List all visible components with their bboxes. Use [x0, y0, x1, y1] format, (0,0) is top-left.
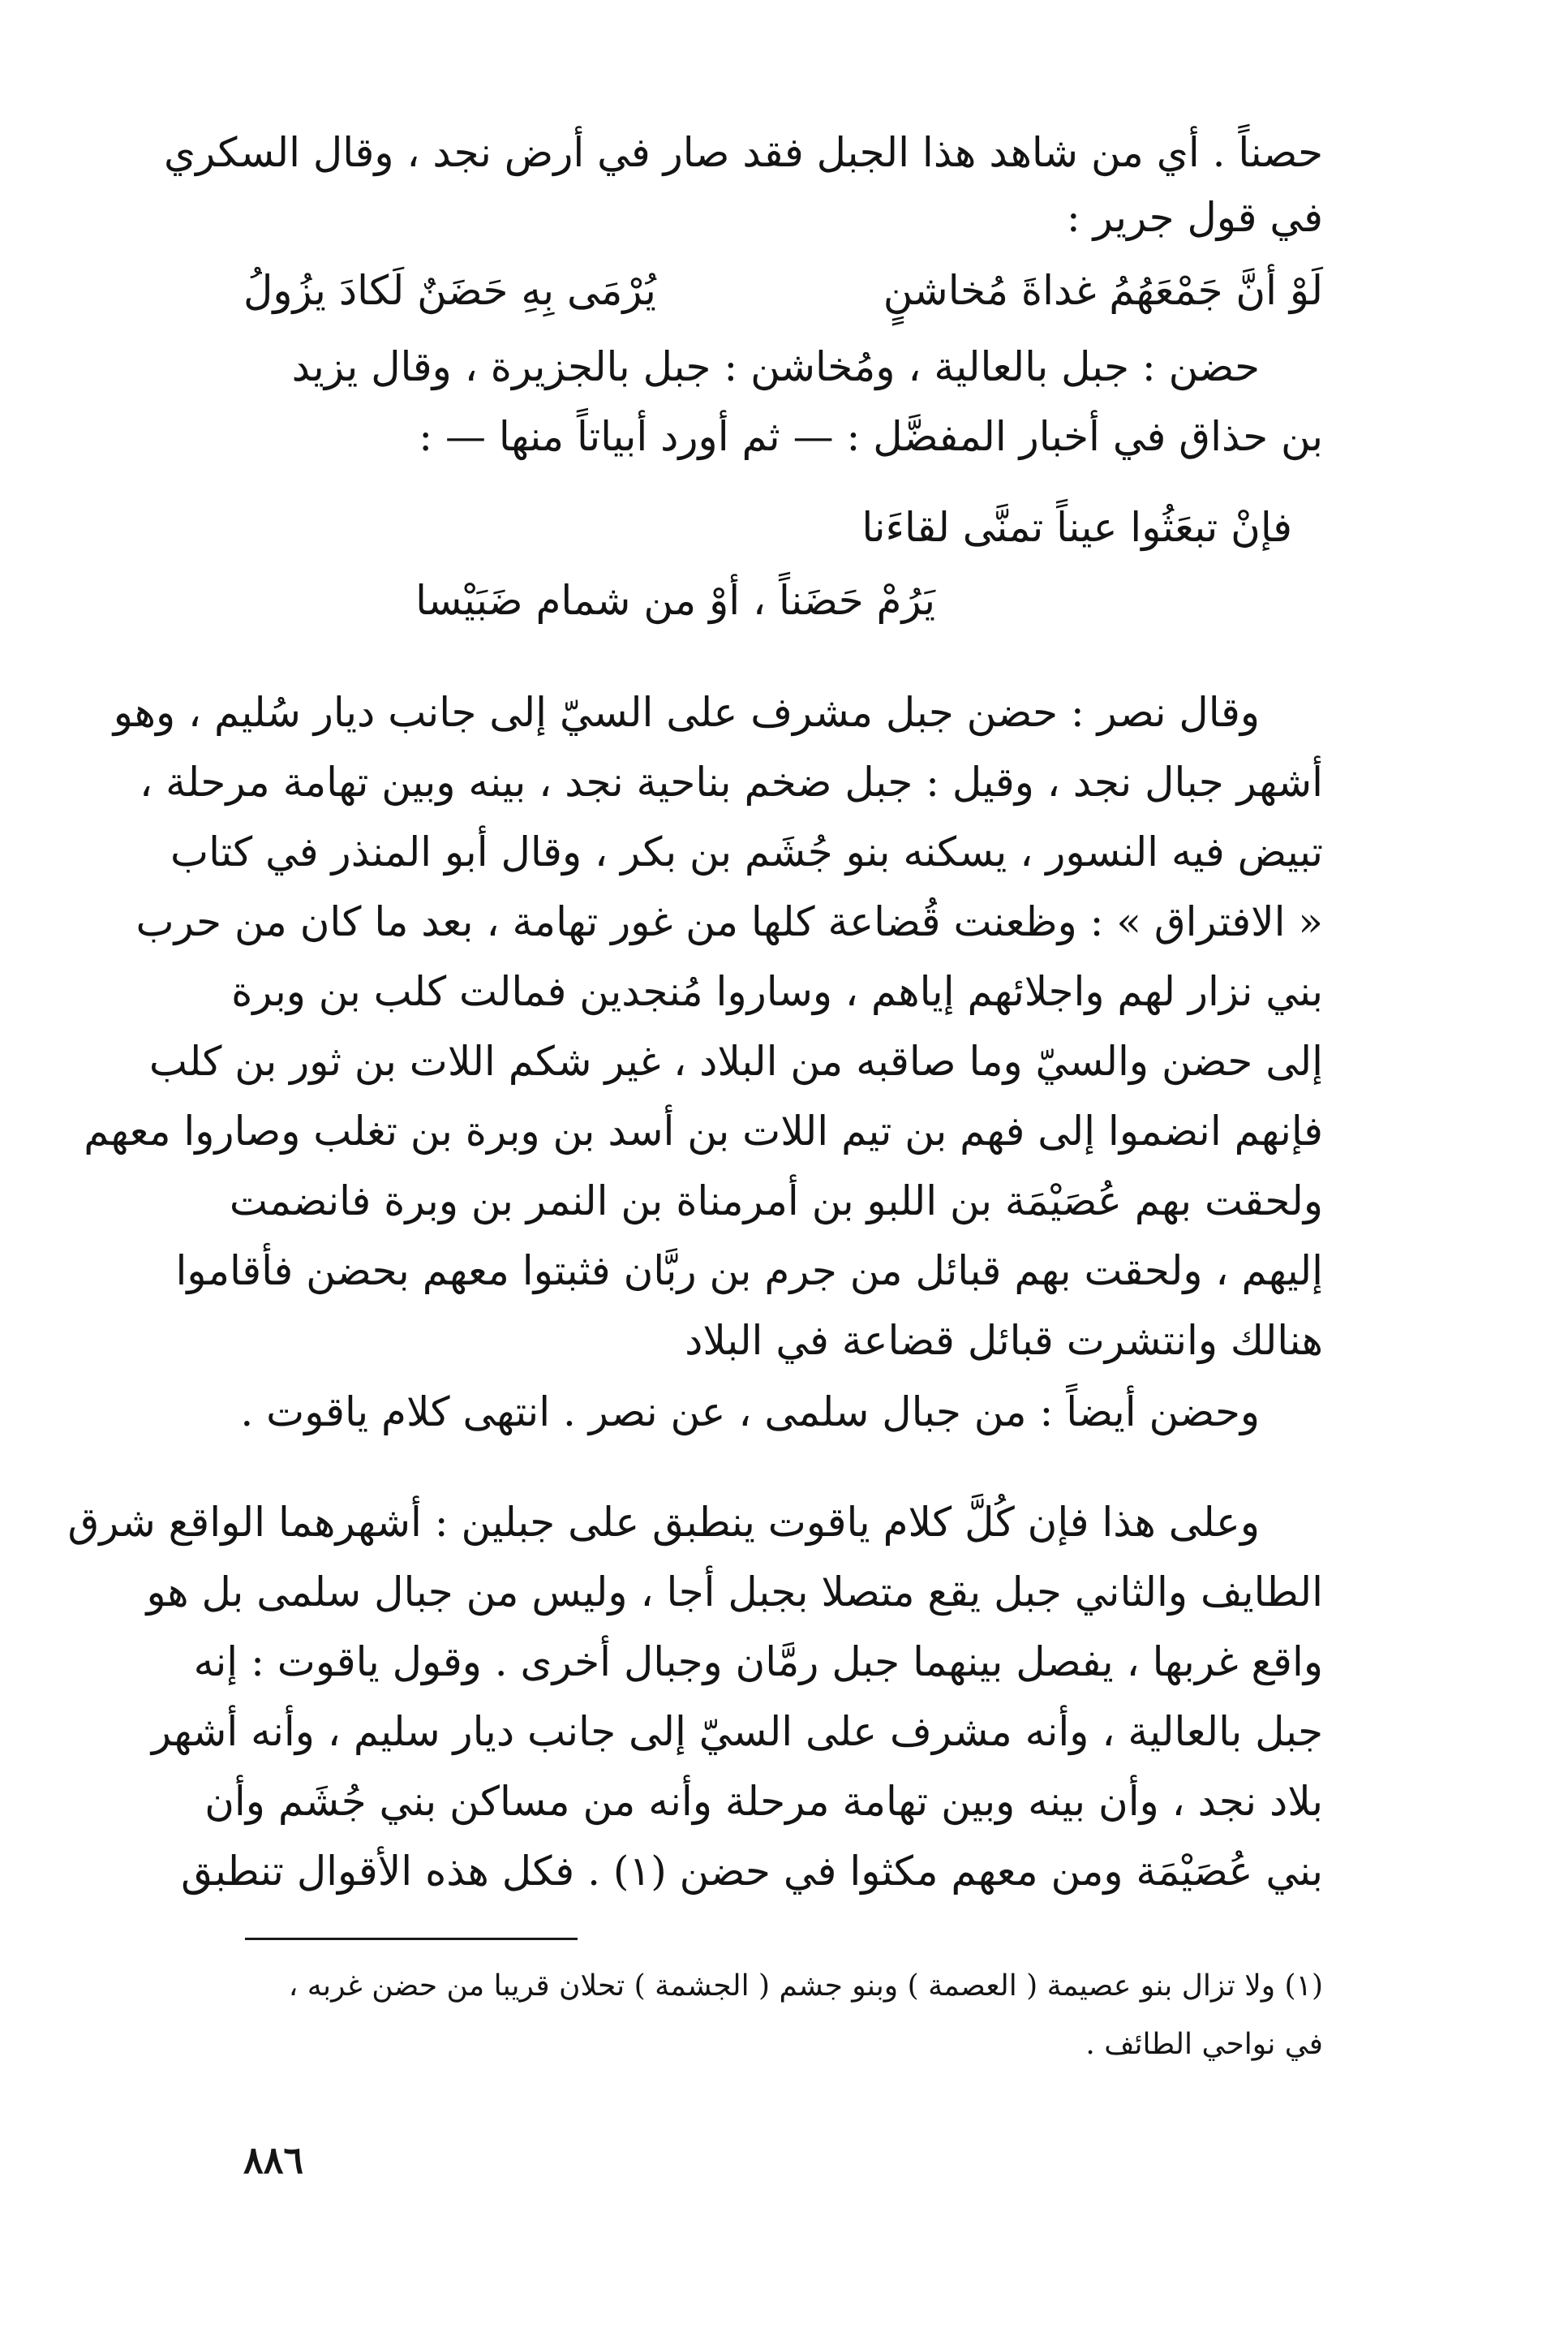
- text-line: أشهر جبال نجد ، وقيل : جبل ضخم بناحية نجد ، بينه وبين تهامة مرحلة ،: [140, 759, 1323, 806]
- text-line: وعلى هذا فإن كُلَّ كلام ياقوت ينطبق على جبلين : أشهرهما الواقع شرق: [67, 1499, 1260, 1546]
- text-line: بني عُصَيْمَة ومن معهم مكثوا في حضن (١) . فكل هذه الأقوال تنطبق: [181, 1848, 1323, 1895]
- text-line: في قول جرير :: [1066, 194, 1323, 241]
- verse-hemistich: فإنْ تبعَثُوا عيناً تمنَّى لقاءَنا: [861, 504, 1292, 551]
- verse-hemistich: لَوْ أنَّ جَمْعَهُمُ غداةَ مُخاشنٍ: [883, 267, 1323, 314]
- text-line: إلى حضن والسيّ وما صاقبه من البلاد ، غير شكم اللات بن ثور بن كلب: [148, 1038, 1323, 1085]
- text-line: تبيض فيه النسور ، يسكنه بنو جُشَم بن بكر ، وقال أبو المنذر في كتاب: [170, 828, 1323, 876]
- verse-hemistich: يُرْمَى بِهِ حَضَنٌ لَكادَ يزُولُ: [243, 267, 656, 314]
- text-line: وقال نصر : حضن جبل مشرف على السيّ إلى جانب ديار سُليم ، وهو: [113, 689, 1260, 736]
- page-number: ٨٨٦: [243, 2138, 304, 2182]
- text-line: جبل بالعالية ، وأنه مشرف على السيّ إلى جانب ديار سليم ، وأنه أشهر: [151, 1708, 1323, 1755]
- text-line: فإنهم انضموا إلى فهم بن تيم اللات بن أسد بن وبرة بن تغلب وصاروا معهم: [84, 1108, 1323, 1155]
- text-line: حضن : جبل بالعالية ، ومُخاشن : جبل بالجزيرة ، وقال يزيد: [291, 343, 1260, 390]
- verse-hemistich: يَرُمْ حَضَناً ، أوْ من شمام ضَبَيْسا: [415, 577, 935, 624]
- text-line: واقع غربها ، يفصل بينهما جبل رمَّان وجبال أخرى . وقول ياقوت : إنه: [193, 1638, 1323, 1685]
- text-line: الطايف والثاني جبل يقع متصلا بجبل أجا ، وليس من جبال سلمى بل هو: [146, 1568, 1323, 1616]
- text-line: ولحقت بهم عُصَيْمَة بن اللبو بن أمرمناة بن النمر بن وبرة فانضمت: [229, 1177, 1323, 1224]
- text-line: وحضن أيضاً : من جبال سلمى ، عن نصر . انتهى كلام ياقوت .: [240, 1388, 1260, 1435]
- footnote-separator: [245, 1938, 578, 1940]
- text-line: بن حذاق في أخبار المفضَّل : — ثم أورد أبياتاً منها — :: [419, 413, 1323, 460]
- text-line: بلاد نجد ، وأن بينه وبين تهامة مرحلة وأنه من مساكن بني جُشَم وأن: [204, 1778, 1323, 1825]
- text-line: حصناً . أي من شاهد هذا الجبل فقد صار في أرض نجد ، وقال السكري: [163, 129, 1323, 176]
- text-line: إليهم ، ولحقت بهم قبائل من جرم بن ربَّان فثبتوا معهم بحضن فأقاموا: [175, 1247, 1323, 1294]
- text-line: « الافتراق » : وظعنت قُضاعة كلها من غور تهامة ، بعد ما كان من حرب: [135, 898, 1323, 945]
- footnote: في نواحي الطائف .: [1085, 2028, 1323, 2061]
- text-line: بني نزار لهم واجلائهم إياهم ، وساروا مُنجدين فمالت كلب بن وبرة: [231, 968, 1323, 1015]
- text-line: هنالك وانتشرت قبائل قضاعة في البلاد: [685, 1317, 1323, 1364]
- footnote: (١) ولا تزال بنو عصيمة ( العصمة ) وبنو جشم ( الجشمة ) تحلان قريبا من حضن غربه ،: [288, 1969, 1323, 2003]
